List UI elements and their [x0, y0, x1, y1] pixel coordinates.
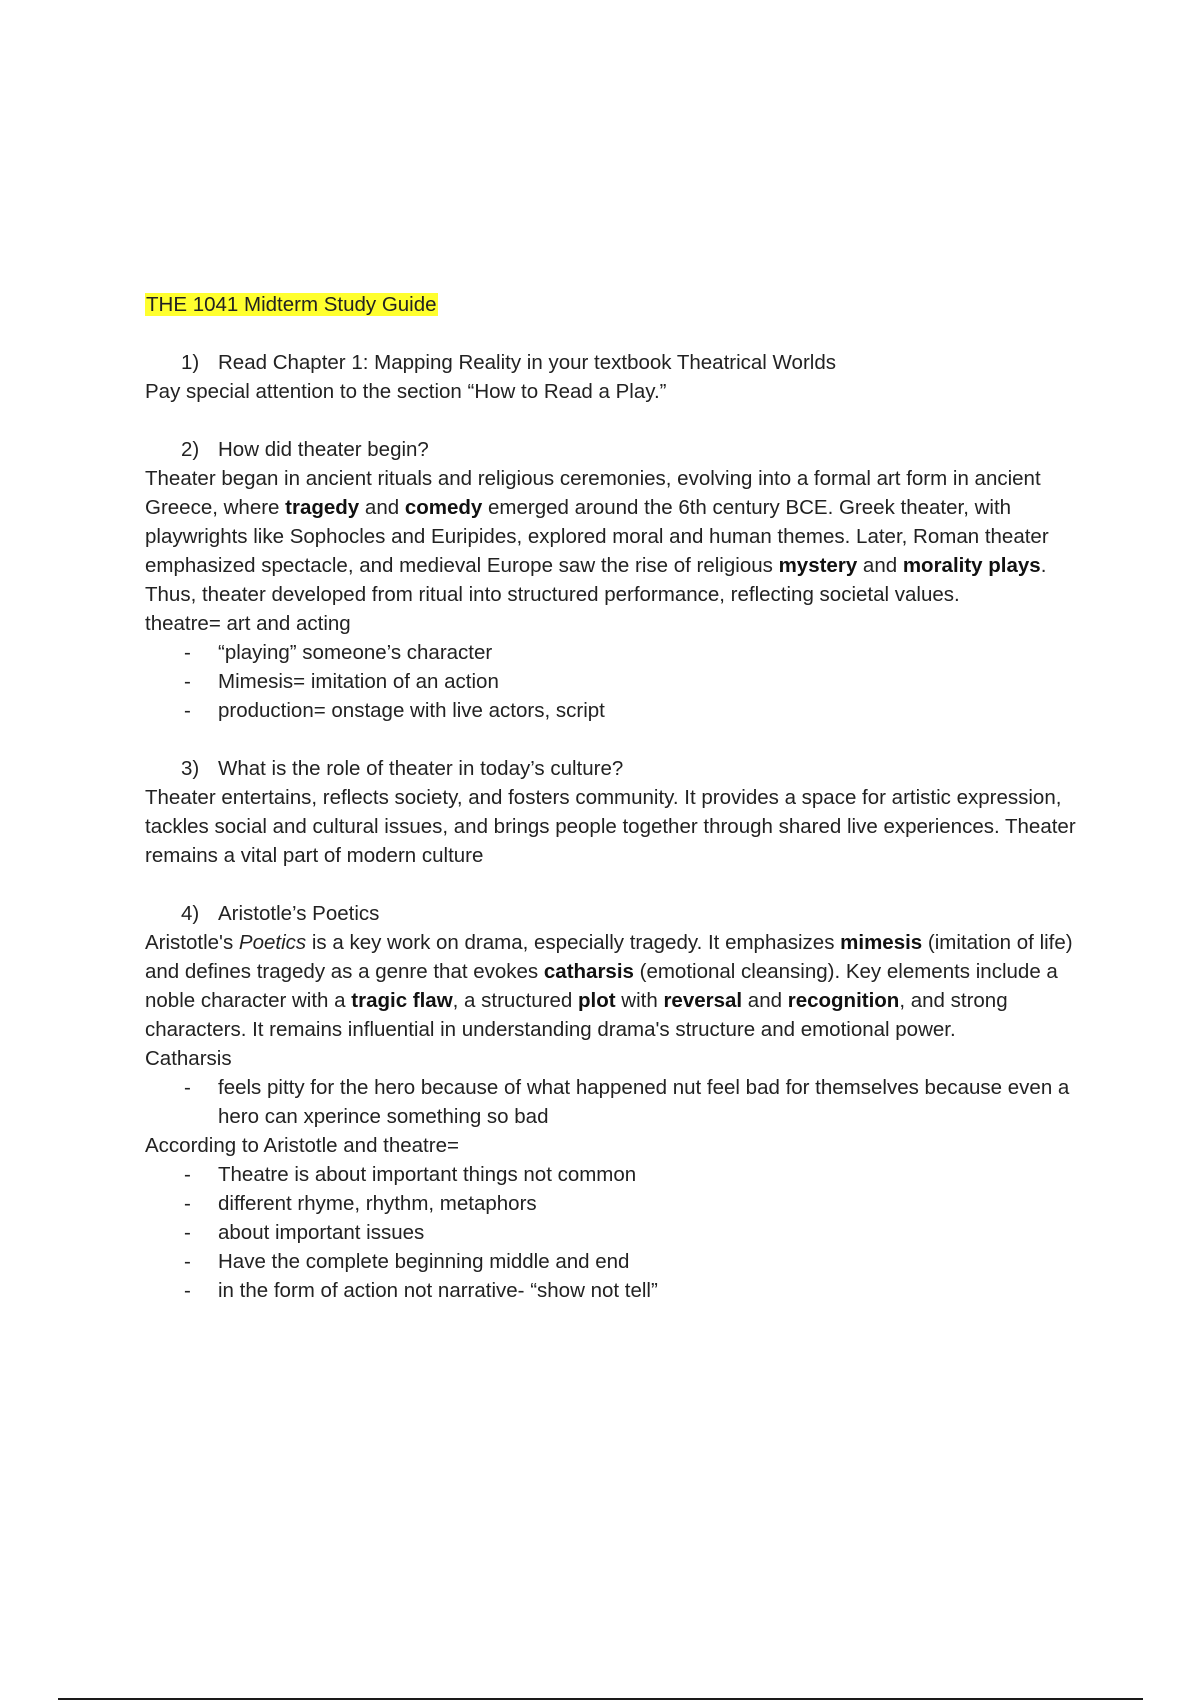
theatre-definition-label: theatre= art and acting [145, 612, 351, 635]
section-4-paragraph: Aristotle's Poetics is a key work on drama, especially tragedy. It emphasizes mimesis (imitation of life) and defines tragedy as a genre that evokes catharsis (emotional cleansing). Key elements include a noble character with a tragic flaw, a structured plot with reversal and recognition, and strong characters. It remains influential in understanding drama's structure and emotional power. [145, 931, 1073, 1041]
section-2-paragraph: Theater began in ancient rituals and religious ceremonies, evolving into a formal art form in ancient Greece, where tragedy and comedy emerged around the 6th century BCE. Greek theater, with playwrights like Sophocles and Euripides, explored moral and human themes. Later, Roman theater emphasized spectacle, and medieval Europe saw the rise of religious mystery and morality plays. Thus, theater developed from ritual into structured performance, reflecting societal values. [145, 467, 1049, 606]
title-line [145, 290, 1090, 319]
list-item: - feels pitty for the hero because of what happened nut feel bad for themselves because even a hero can xperince something so bad [184, 1076, 1070, 1128]
list-item: - Theatre is about important things not common [184, 1163, 637, 1186]
catharsis-list [145, 1073, 1090, 1131]
section-3-heading [145, 754, 1090, 783]
term-recognition: recognition [787, 989, 900, 1012]
term-mystery: mystery [778, 554, 858, 577]
section-1-note: Pay special attention to the section “How to Read a Play.” [145, 380, 667, 403]
section-4-title: Aristotle’s Poetics [218, 902, 380, 925]
section-2-title: How did theater begin? [218, 438, 429, 461]
list-item: - “playing” someone’s character [184, 641, 493, 664]
section-2-heading [145, 435, 1090, 464]
section-1-heading [145, 348, 1090, 377]
term-tragedy: tragedy [285, 496, 360, 519]
list-item: - production= onstage with live actors, script [184, 699, 605, 722]
term-tragic-flaw: tragic flaw [351, 989, 453, 1012]
list-item: - Have the complete beginning middle and end [184, 1250, 630, 1273]
section-3-paragraph: Theater entertains, reflects society, and fosters community. It provides a space for artistic expression, tackles social and cultural issues, and brings people together through shared live experiences. Theater remains a vital part of modern culture [145, 786, 1076, 867]
term-catharsis: catharsis [543, 960, 634, 983]
section-3-number: 3) [181, 757, 200, 780]
term-mimesis: mimesis [840, 931, 923, 954]
list-item: - in the form of action not narrative- “show not tell” [184, 1279, 658, 1302]
term-poetics: Poetics [238, 931, 307, 954]
theatre-definition-list [145, 638, 1090, 725]
list-item: - about important issues [184, 1221, 425, 1244]
section-1-title: Read Chapter 1: Mapping Reality in your textbook Theatrical Worlds [218, 351, 836, 374]
term-morality-plays: morality plays [902, 554, 1041, 577]
term-plot: plot [578, 989, 616, 1012]
section-3-title: What is the role of theater in today’s culture? [218, 757, 624, 780]
document-title: THE 1041 Midterm Study Guide [146, 293, 437, 316]
catharsis-label: Catharsis [145, 1047, 232, 1070]
aristotle-theatre-label: According to Aristotle and theatre= [145, 1134, 459, 1157]
section-4-number: 4) [181, 902, 200, 925]
list-item: - Mimesis= imitation of an action [184, 670, 499, 693]
term-reversal: reversal [663, 989, 743, 1012]
section-2-number: 2) [181, 438, 200, 461]
term-comedy: comedy [404, 496, 483, 519]
list-item: - different rhyme, rhythm, metaphors [184, 1192, 537, 1215]
section-4-heading [145, 899, 1090, 928]
aristotle-theatre-list [145, 1160, 1090, 1305]
section-1-number: 1) [181, 351, 200, 374]
study-guide-page [145, 290, 1090, 1305]
